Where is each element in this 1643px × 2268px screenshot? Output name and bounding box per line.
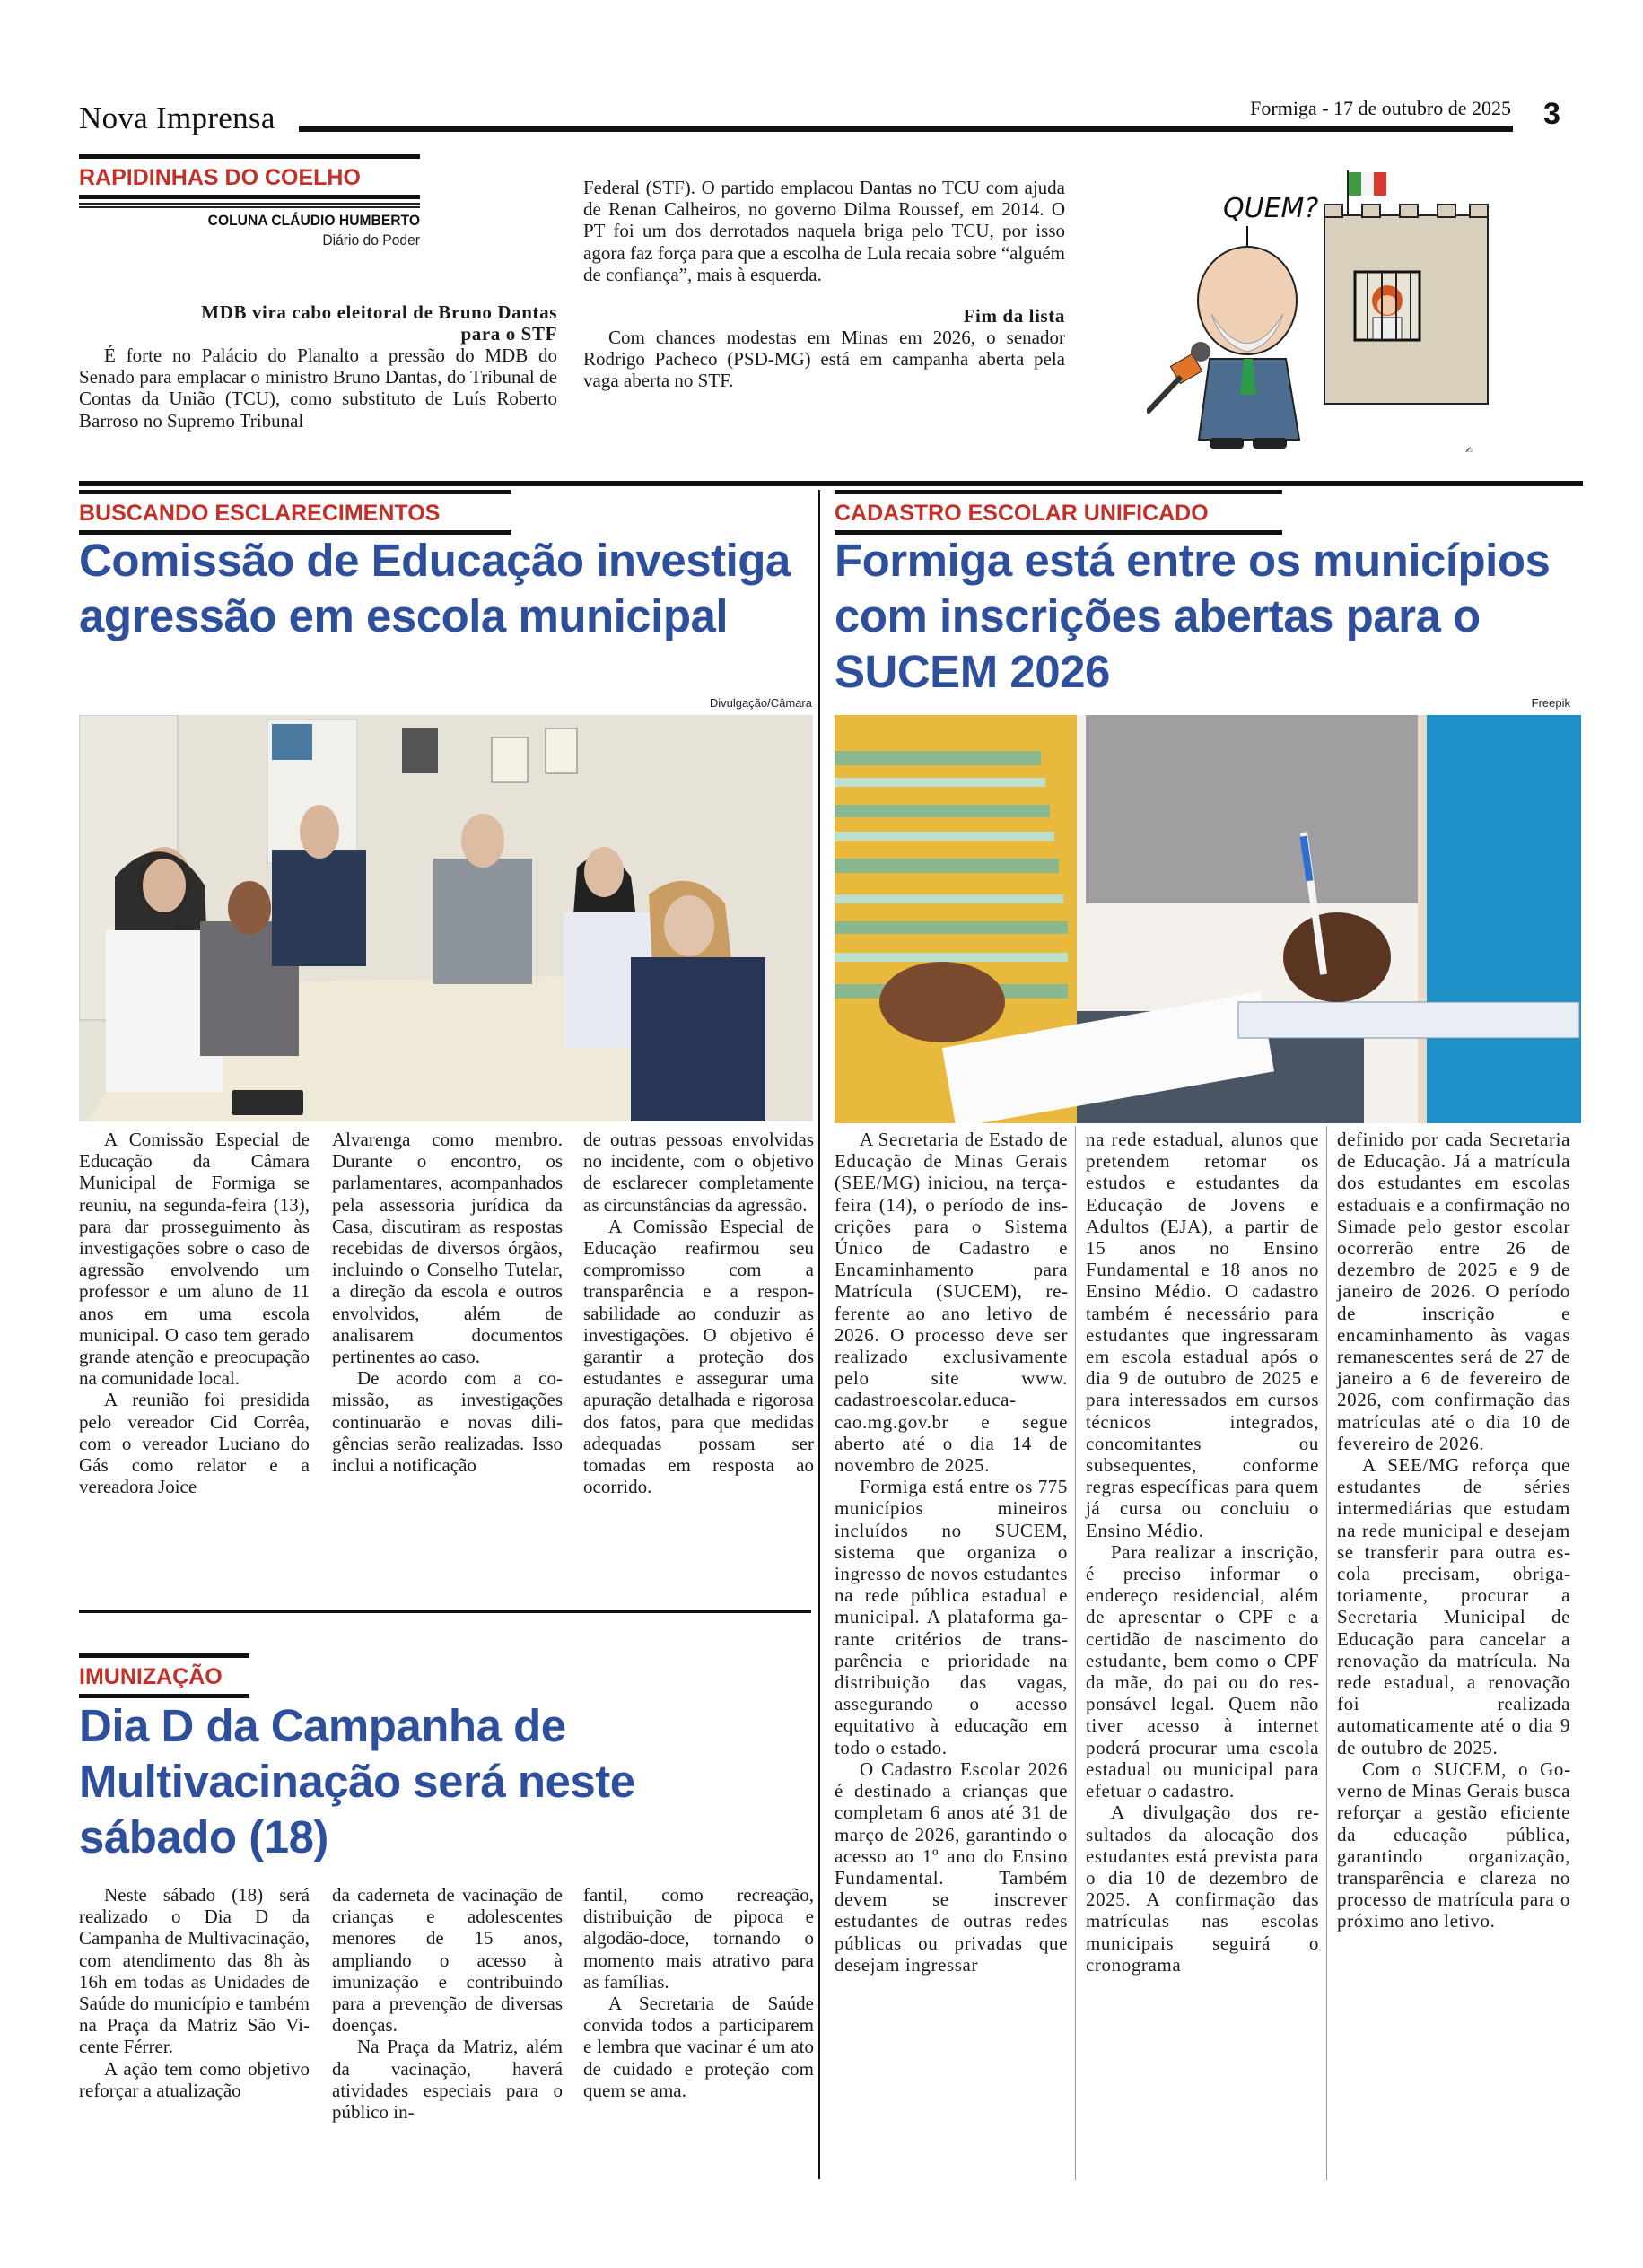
column-author: COLUNA CLÁUDIO HUMBERTO: [207, 212, 420, 229]
vaccination-column-2: [332, 1884, 563, 2123]
item-title: [79, 301, 557, 345]
headline-vaccination: Dia D da Campanha de Multivacinação será neste sábado (18): [79, 1700, 635, 1862]
paragraph: da caderneta de vacinação de crianças e adolescentes menores de 15 anos, ampliando o acesso à imunização e contribuindo para a prevenção de diversas doenças.: [332, 1884, 563, 2037]
paragraph: definido por cada Secretaria de Educação. Já a matrícula dos estudantes em escolas estaduais e a confirmação no Simade pelo gestor escolar ocorrerão entre 26 de dezembro de 2025 e 9 de janeiro de 2026. O período de inscrição e encaminhamento às vagas remanescentes será de 27 de janeiro a 6 de fevereiro de 2026, com confirmação das matrículas até o dia 10 de fevereiro de 2026.: [1337, 1129, 1570, 1454]
double-rule: [79, 203, 420, 208]
artist-signature: ✍: [1465, 446, 1473, 456]
item-title-line: MDB vira cabo eleitoral de Bruno Dantas: [201, 301, 557, 323]
photo-credit: Divulgação/Câmara: [709, 696, 812, 710]
headline-education: Comissão de Educação investiga agressão em escola municipal: [79, 535, 791, 641]
column-source: Diário do Poder: [322, 231, 420, 249]
students-photo: [835, 715, 1581, 1123]
students-photo-illustration: [835, 715, 1581, 1123]
education-column-3: [583, 1129, 814, 1497]
paragraph: Na Praça da Matriz, além da vacinação, haverá atividades especiais para o público in-: [332, 2036, 563, 2124]
item-title: Fim da lista: [963, 305, 1065, 327]
paragraph: É forte no Palácio do Planalto a pressão do MDB do Senado para emplacar o ministro Bruno Dantas, do Tribunal de Contas da União (TCU), como substituto de Luís Roberto Barroso no Supremo Tribunal: [79, 345, 557, 432]
paragraph: A Secretaria de Estado de Educação de Minas Gerais (SEE/MG) iniciou, na terça-feira (14), o período de inscrições para o Sistema Único de Cadastro e Encaminhamento para Matrícula (SUCEM), referente ao ano letivo de 2026. O processo deve ser realizado exclusivamente pelo site www. cadastroescolar.educacao.mg.gov.br e segue aberto até o dia 14 de novembro de 2025.: [835, 1129, 1068, 1477]
photo-credit: Freepik: [1531, 696, 1570, 710]
editorial-cartoon: [1147, 153, 1513, 467]
microphone-icon: [1147, 342, 1210, 413]
paragraph: na rede estadual, alunos que pretendem retomar os estudos e estudantes da Educação de Jovens e Adultos (EJA), a partir de 15 anos no Ensino Fundamental e 18 anos no Ensino Médio. O cadastro também é necessário para estudantes que ingressaram em escola estadual após o dia 9 de outubro de 2025 e para interessados em cursos técnicos integrados, concomitantes ou subsequentes, conforme regras específicas para quem já cursa ou concluiu o Ensino Médio.: [1086, 1129, 1319, 1541]
paragraph: Com o SUCEM, o Governo de Minas Gerais busca reforçar a gestão eficiente da educação pública, garantindo organização, transparência e clareza no processo de matrícula para o próximo ano letivo.: [1337, 1758, 1570, 1932]
tower-icon: [1324, 205, 1488, 404]
meeting-photo-illustration: [79, 715, 813, 1121]
item-title-line: para o STF: [460, 323, 557, 345]
paragraph: A reunião foi presidida pelo vereador Cid Corrêa, com o vereador Luciano do Gás como relator e a vereadora Joice: [79, 1389, 310, 1498]
paragraph: A Comissão Especial de Educação da Câmara Municipal de Formiga se reuniu, na segunda-feira (13), para dar prosseguimento às investigações sobre o caso de agressão envolvendo um professor e um aluno de 11 anos em uma escola municipal. O caso tem gerado grande atenção e preocupação na comunidade local.: [79, 1129, 310, 1390]
section-kicker-sucem: CADASTRO ESCOLAR UNIFICADO: [835, 490, 1282, 535]
masthead-rule: [299, 126, 1513, 132]
page-number: 3: [1543, 97, 1560, 131]
rapidinhas-column-1: [79, 301, 557, 432]
item-body: [583, 327, 1065, 392]
paragraph: A Comissão Especial de Educação reafirmou seu compromisso com a transparência e a responsabilidade ao conduzir as investigações. O objetivo é garantir a proteção dos estudantes e assegurar uma apuração detalhada e rigorosa dos fatos, para que medidas adequadas possam ser tomadas em resposta ao ocorrido.: [583, 1215, 814, 1498]
politician-figure: [1198, 247, 1299, 449]
vaccination-column-1: [79, 1884, 310, 2101]
cartoon-illustration: [1147, 153, 1513, 467]
paragraph: Alvarenga como membro. Durante o encontro, os parlamentares, acompanhados pela assessoria jurídica da Casa, discutiram as respostas recebidas de diversos órgãos, incluindo o Conselho Tutelar, a direção da escola e outros envolvidos, além de analisarem documentos pertinentes ao caso.: [332, 1129, 563, 1368]
paragraph: A ação tem como objetivo reforçar a atualização: [79, 2057, 310, 2101]
meeting-photo: [79, 715, 813, 1121]
vaccination-column-3: [583, 1884, 814, 2101]
paragraph: De acordo com a comissão, as investigações continuarão e novas diligências serão realizadas. Isso inclui a notificação: [332, 1367, 563, 1477]
column-rule: [1075, 1126, 1076, 2180]
item-body: [79, 345, 557, 432]
column-separator: [818, 490, 820, 2179]
rapidinhas-column-2: [583, 177, 1065, 392]
sucem-column-1: [835, 1129, 1068, 1976]
paragraph: fantil, como recreação, distribuição de pipoca e algodão-doce, tornando o momento mais atrativo para as famílias.: [583, 1884, 814, 1993]
paragraph: A divulgação dos resultados da alocação dos estudantes está prevista para o dia 10 de dezembro de 2025. A confirmação das matrículas nas escolas municipais seguirá o cronograma: [1086, 1801, 1319, 1976]
paragraph: de outras pessoas envolvidas no incidente, com o objetivo de esclarecer completamente as circunstâncias da agressão.: [583, 1129, 814, 1216]
sucem-column-3: [1337, 1129, 1570, 1932]
paragraph: O Cadastro Escolar 2026 é destinado a crianças que completam 6 anos até 31 de março de 2026, garantindo o acesso ao 1º ano do Ensino Fundamental. Também devem se inscrever estudantes de outras redes públicas ou privadas que desejam ingressar: [835, 1758, 1068, 1976]
section-kicker-education: BUSCANDO ESCLARECIMENTOS: [79, 490, 511, 535]
article-separator: [79, 1610, 811, 1613]
section-rule: [79, 481, 1583, 486]
paragraph: A Secretaria de Saúde convida todos a participarem e lembra que vacinar é um ato de cuidado e proteção com quem se ama.: [583, 1993, 814, 2101]
education-column-1: [79, 1129, 310, 1497]
column-rule: [1326, 1126, 1327, 2180]
section-kicker-rapidinhas: RAPIDINHAS DO COELHO: [79, 154, 420, 199]
paragraph: Neste sábado (18) será realizado o Dia D da Campanha de Multivacinação, com atendimento das 8h às 16h em todas as Unidades de Saúde do município e também na Praça da Matriz São Vicente Férrer.: [79, 1884, 310, 2058]
section-kicker-vaccination: IMUNIZAÇÃO: [79, 1653, 249, 1698]
paragraph: Para realizar a inscrição, é preciso informar o endereço residencial, além de apresentar o CPF e a certidão de nascimento do estudante, bem como o CPF da mãe, do pai ou do responsável legal. Quem não tiver acesso à internet poderá procurar uma escola estadual ou municipal para efetuar o cadastro.: [1086, 1540, 1319, 1802]
paragraph: A SEE/MG reforça que estudantes de séries intermediárias que estudam na rede municipal e desejam se transferir para outra escola precisam, obrigatoriamente, procurar a Secretaria Municipal de Educação para cancelar a renovação da matrícula. Na rede estadual, a renovação foi realizada automaticamente até o dia 9 de outubro de 2025.: [1337, 1454, 1570, 1758]
item-body: [583, 177, 1065, 285]
speech-text: QUEM?: [1223, 193, 1319, 224]
publication-name: Nova Imprensa: [79, 100, 275, 135]
dateline: Formiga - 17 de outubro de 2025: [1250, 97, 1511, 119]
paragraph: Formiga está entre os 775 municípios mineiros incluídos no SUCEM, sistema que organiza o ingresso de novos estudantes na rede pública estadual e municipal. A plataforma garante critérios de transparência e prioridade na distribuição das vagas, assegurando o acesso equitativo à educação em todo o estado.: [835, 1476, 1069, 1758]
headline-sucem: Formiga está entre os municípios com inscrições abertas para o SUCEM 2026: [835, 535, 1551, 697]
sucem-column-2: [1086, 1129, 1319, 1976]
education-column-2: [332, 1129, 563, 1476]
paragraph: Federal (STF). O partido emplacou Dantas no TCU com ajuda de Renan Calheiros, no governo Dilma Roussef, em 2014. O PT foi um dos derrotados naquela briga pelo TCU, por isso agora faz força para que a escolha de Lula recaia sobre “alguém de confiança”, mais à esquerda.: [583, 177, 1065, 285]
paragraph: Com chances modestas em Minas em 2026, o senador Rodrigo Pacheco (PSD-MG) está em campanha aberta pela vaga aberta no STF.: [583, 327, 1065, 392]
